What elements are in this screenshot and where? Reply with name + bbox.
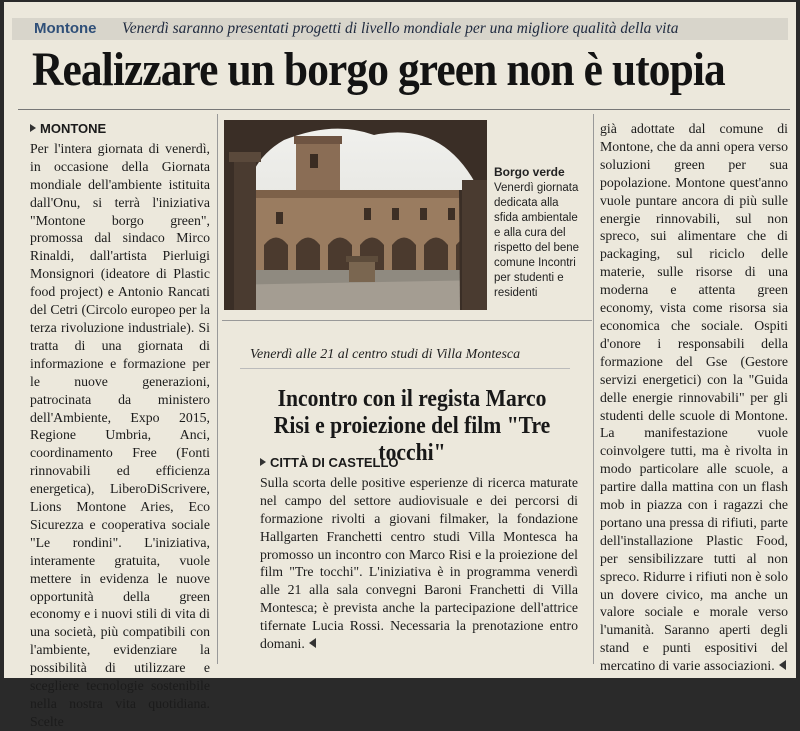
kicker-text: Venerdì saranno presentati progetti di livello mondiale per una migliore qualità della vita xyxy=(122,20,679,37)
box-dateline: CITTÀ DI CASTELLO xyxy=(260,454,578,472)
column-divider xyxy=(217,114,218,664)
end-mark-icon xyxy=(779,660,786,670)
end-mark-icon xyxy=(309,638,316,648)
photo-caption xyxy=(494,165,584,301)
article-column-3 xyxy=(600,120,788,675)
column-divider xyxy=(593,114,594,664)
cloister-illustration xyxy=(224,120,487,310)
cloister-photo xyxy=(224,120,487,310)
box-top-rule xyxy=(222,320,592,321)
box-headline: Incontro con il regista Marco Risi e proiezione del film "Tre tocchi" xyxy=(273,386,551,466)
caption-title: Borgo verde xyxy=(494,165,565,179)
newspaper-page xyxy=(4,2,796,729)
box-kicker: Venerdì alle 21 al centro studi di Villa Montesca xyxy=(250,347,521,362)
caption-text: Venerdì giornata dedicata alla sfida ambientale e alla cura del rispetto del bene comune Incontri per studenti e residenti xyxy=(494,182,580,299)
headline: Realizzare un borgo green non è utopia xyxy=(32,43,725,96)
article-dateline: MONTONE xyxy=(30,120,210,138)
article-text-3: già adottate dal comune di Montone, che da anni opera verso soluzioni green per sua popolazione. Montone quest'anno vuole puntare ancora di più sulle energie rinnovabili, sul non spreco, sui alimentare che di packaging, sul riciclo delle materie, sulle risorse di una moderna e attenta green economy, vista come risorsa sia economica che sociale. Ospiti d'onore i responsabili della formazione del Gse (Gestore servizi energetici) con la "Guida delle energie rinnovabili" per gli studenti delle scuole di Montone. La manifestazione vuole coinvolgere tutti, ma è rivolta in modo particolare alle scuole, a partire dalla mattina con un flash mob in piazza con i ragazzi che portano una pressa di rifiuti, parte dell'installazione Plastic Food, per sensibilizzare tutti al non spreco. Ridurre i rifiuti non è solo un dovere civico, ma anche un valore sociale e morale verso l'umanità. Saranno aperti degli stand e punti espositivi del mercatino di varie associazioni. xyxy=(600,121,788,674)
article-text-1: Per l'intera giornata di venerdì, in occasione della Giornata mondiale dell'ambiente istituita dall'Onu, si terrà l'iniziativa "Montone borgo green", promossa dal sindaco Mirco Rinaldi, dall'artista Pierluigi Monsignori (ideatore di Plastic food project) e Antonio Rancati del Cetri (Circolo europeo per la terza rivoluzione industriale). Si tratta di una giornata di informazione e formazione per le nuove generazioni, patrocinata da ministero dell'Ambiente, Expo 2015, Regione Umbria, Anci, coordinamento Free (Fonti rinnovabili ed efficienza energetica), LiberoDiScrivere, Lions Montone Aries, Eco Sicurezza e cooperativa sociale "Le rondini". L'iniziativa, interamente gratuita, vuole mettere in evidenza le nuove opportunità della green economy e i nuovi stili di vita di una società, più compatibili con l'ambiente, evidenziare la possibilità di utilizzare e scegliere tecnologie sostenibile nella nostra vita quotidiana. Scelte xyxy=(30,140,210,729)
box-text: Sulla scorta delle positive esperienze di ricerca maturate nel campo del settore audiovisuale e dei percorsi di formazione rivolti a giovani filmaker, la fondazione Hallgarten Franchetti centro studi Villa Montesca ha promosso un incontro con Marco Risi e la proiezione del film "Tre tocchi". L'iniziativa è in programma venerdì alle 21 alla sala convegni Baroni Franchetti di Villa Montesca; è prevista anche la partecipazione dell'attrice tifernate Lucia Rossi. Necessaria la prenotazione entro domani. xyxy=(260,474,578,652)
kicker-place: Montone xyxy=(34,20,97,37)
box-kicker-rule xyxy=(240,368,570,369)
headline-rule xyxy=(18,109,790,110)
article-column-1 xyxy=(30,120,210,731)
box-column xyxy=(260,454,578,653)
